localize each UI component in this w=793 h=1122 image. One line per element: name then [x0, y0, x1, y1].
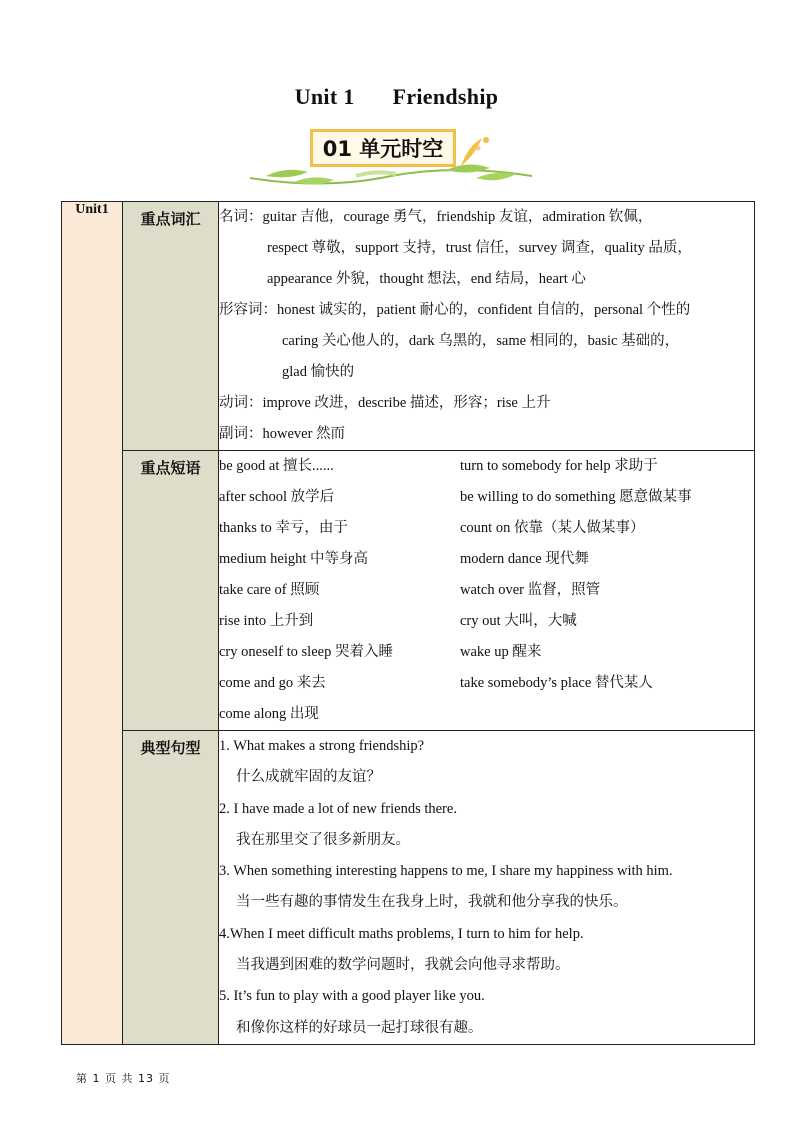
sentences-category: 典型句型: [123, 731, 219, 1045]
unit-number: Unit 1: [294, 84, 355, 109]
phrase-row: [219, 699, 754, 730]
sentences-cell: [219, 731, 755, 1045]
vocab-line: glad 愉快的: [282, 364, 355, 380]
phrases-cell: [219, 451, 755, 731]
phrase-row: [219, 637, 754, 668]
content-table: [61, 201, 755, 1045]
vocab-line: 副词：however 然而: [219, 426, 346, 442]
sentence-zh: 什么成就牢固的友谊？: [236, 769, 381, 786]
vocab-category: 重点词汇: [123, 202, 219, 451]
vocab-line: caring 关心他人的，dark 乌黑的，same 相同的，basic 基础的，: [282, 333, 680, 349]
phrases-row: [62, 451, 755, 731]
sentence-en: 2. I have made a lot of new friends there.: [219, 800, 457, 817]
phrase-left: after school 放学后: [219, 489, 335, 505]
sentence-zh: 当一些有趣的事情发生在我身上时，我就和他分享我的快乐。: [236, 894, 628, 911]
vocab-line: 形容词：honest 诚实的，patient 耐心的，confident 自信的，personal 个性的: [219, 302, 691, 318]
phrase-right: cry out 大叫，大喊: [460, 613, 577, 629]
sentence-en: 5. It’s fun to play with a good player like you.: [219, 988, 485, 1005]
sentence-zh: 和像你这样的好球员一起打球很有趣。: [236, 1019, 483, 1036]
section-banner: [246, 126, 536, 192]
phrase-right: wake up 醒来: [460, 644, 542, 660]
phrase-left: thanks to 幸亏，由于: [219, 520, 348, 536]
phrase-row: [219, 575, 754, 606]
vocab-line: respect 尊敬，support 支持，trust 信任，survey 调查，quality 品质，: [267, 240, 692, 256]
vocab-row: [62, 202, 755, 451]
phrase-right: count on 依靠（某人做某事）: [460, 520, 645, 536]
phrase-right: take somebody’s place 替代某人: [460, 675, 653, 691]
phrase-row: [219, 606, 754, 637]
phrase-row: [219, 544, 754, 575]
sentence-zh: 我在那里交了很多新朋友。: [236, 831, 410, 848]
vocab-line: appearance 外貌，thought 想法，end 结局，heart 心: [267, 271, 586, 287]
phrase-right: be willing to do something 愿意做某事: [460, 489, 692, 505]
sentences-row: [62, 731, 755, 1045]
phrase-right: turn to somebody for help 求助于: [460, 458, 658, 474]
unit-topic: Friendship: [392, 84, 499, 109]
phrases-category: 重点短语: [123, 451, 219, 731]
phrase-left: rise into 上升到: [219, 613, 314, 629]
phrase-left: take care of 照顾: [219, 582, 320, 598]
phrase-row: [219, 513, 754, 544]
phrase-left: come along 出现: [219, 706, 319, 722]
phrase-left: come and go 来去: [219, 675, 326, 691]
vocab-line: 动词：improve 改进，describe 描述，形容；rise 上升: [219, 395, 551, 411]
vocab-cell: [219, 202, 755, 451]
vocab-line: 名词：guitar 吉他，courage 勇气，friendship 友谊，admiration 钦佩，: [219, 209, 653, 225]
banner-label: 01 单元时空: [310, 129, 456, 167]
sentence-en: 1. What makes a strong friendship?: [219, 738, 425, 754]
phrase-left: be good at 擅长......: [219, 458, 334, 474]
sentence-zh: 当我遇到困难的数学问题时，我就会向他寻求帮助。: [236, 957, 570, 974]
page-footer: 第 1 页 共 13 页: [76, 1072, 171, 1085]
unit-cell: Unit1: [62, 202, 123, 1045]
phrase-left: medium height 中等身高: [219, 551, 369, 567]
sentence-en: 4.When I meet difficult maths problems, I turn to him for help.: [219, 925, 584, 942]
page-title: [0, 84, 793, 110]
phrase-right: modern dance 现代舞: [460, 551, 589, 567]
phrase-row: [219, 451, 754, 482]
phrase-row: [219, 482, 754, 513]
phrase-right: [460, 699, 754, 730]
sentence-en: 3. When something interesting happens to me, I share my happiness with him.: [219, 863, 673, 880]
phrase-right: watch over 监督，照管: [460, 582, 601, 598]
phrase-row: [219, 668, 754, 699]
phrase-left: cry oneself to sleep 哭着入睡: [219, 644, 393, 660]
